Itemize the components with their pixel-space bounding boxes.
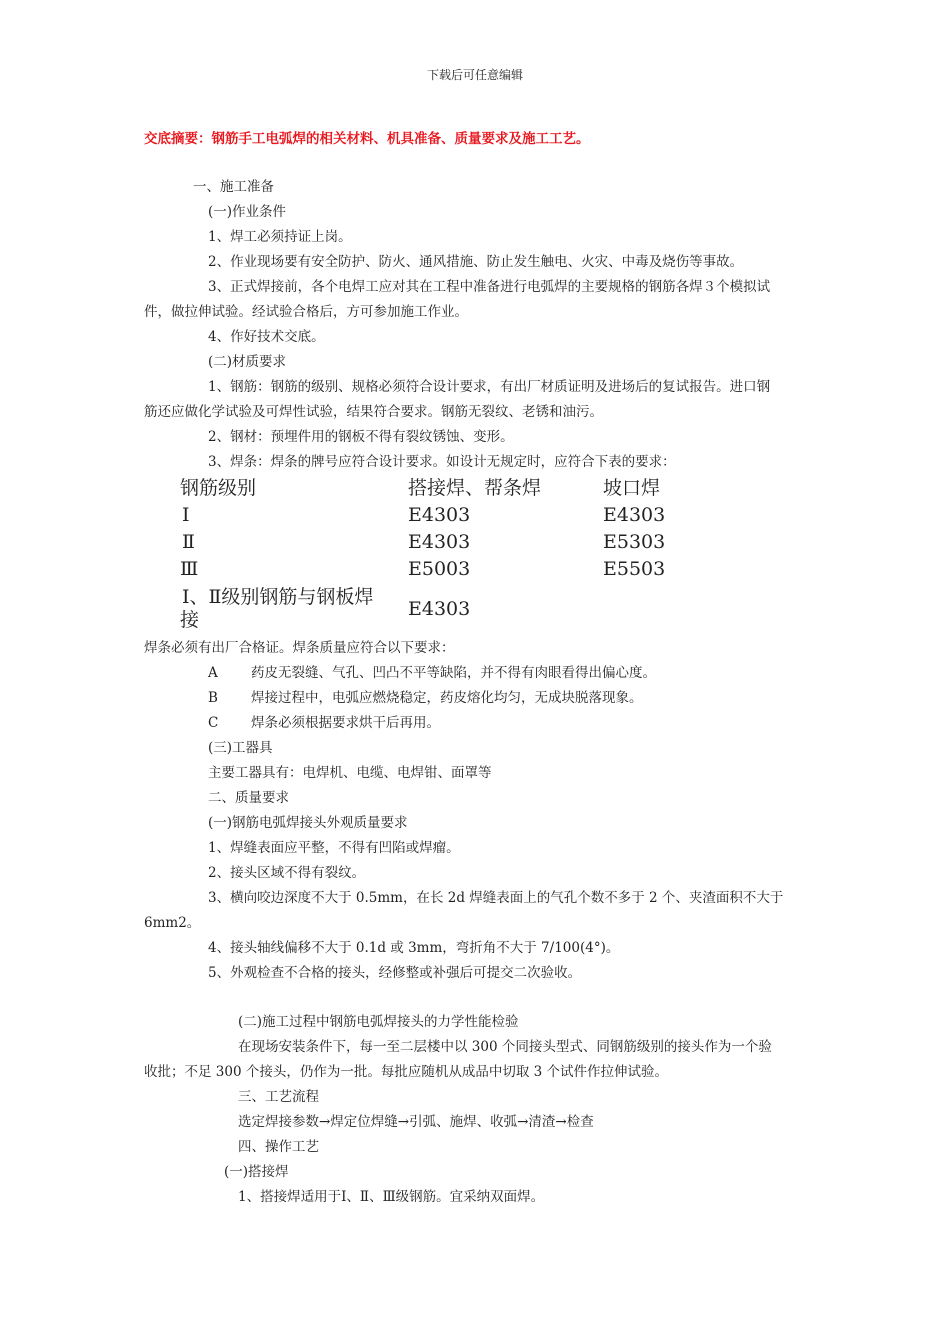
paragraph: 收批；不足 300 个接头，仍作为一批。每批应随机从成品中切取 3 个试件作拉伸试验。 <box>144 1064 669 1080</box>
paragraph: 2、作业现场要有安全防护、防火、通风措施、防止发生触电、火灾、中毒及烧伤等事故。 <box>208 254 744 270</box>
table-cell: Ⅰ、Ⅱ级别钢筋与钢板焊 <box>182 586 374 608</box>
table-cell: E4303 <box>408 531 471 553</box>
paragraph: 3、横向咬边深度不大于 0.5mm，在长 2d 焊缝表面上的气孔个数不多于 2 个、夹渣面积不大于 <box>208 890 784 906</box>
section-title-1: 一、施工准备 <box>193 179 274 195</box>
section-title-4: 四、操作工艺 <box>238 1139 319 1155</box>
paragraph: 筋还应做化学试验及可焊性试验，结果符合要求。钢筋无裂纹、老锈和油污。 <box>144 404 603 420</box>
paragraph: 2、钢材：预埋件用的钢板不得有裂纹锈蚀、变形。 <box>208 429 514 445</box>
subsection-title-4-1: (一)搭接焊 <box>224 1164 289 1180</box>
list-item: 药皮无裂缝、气孔、凹凸不平等缺陷，并不得有肉眼看得出偏心度。 <box>251 665 656 681</box>
paragraph: 4、作好技术交底。 <box>208 329 325 345</box>
section-title-3: 三、工艺流程 <box>238 1089 319 1105</box>
paragraph: 3、焊条：焊条的牌号应符合设计要求。如设计无规定时，应符合下表的要求： <box>208 454 676 470</box>
table-header-cell: 钢筋级别 <box>180 477 257 499</box>
table-cell: E5503 <box>603 558 666 580</box>
paragraph: 焊条必须有出厂合格证。焊条质量应符合以下要求： <box>144 640 455 656</box>
paragraph: 1、焊工必须持证上岗。 <box>208 229 352 245</box>
section-title-2: 二、质量要求 <box>208 790 289 806</box>
table-cell: E4303 <box>408 504 471 526</box>
paragraph: 5、外观检查不合格的接头，经修整或补强后可提交二次验收。 <box>208 965 582 981</box>
paragraph: 2、接头区域不得有裂纹。 <box>208 865 366 881</box>
paragraph: 件，做拉伸试验。经试验合格后，方可参加施工作业。 <box>144 304 468 320</box>
summary: 交底摘要：钢筋手工电弧焊的相关材料、机具准备、质量要求及施工工艺。 <box>144 131 590 147</box>
paragraph: 6mm2。 <box>144 915 201 931</box>
subsection-title-1-2: (二)材质要求 <box>208 354 287 370</box>
paragraph: 1、焊缝表面应平整，不得有凹陷或焊瘤。 <box>208 840 460 856</box>
table-cell: E5303 <box>603 531 666 553</box>
paragraph: 4、接头轴线偏移不大于 0.1d 或 3mm，弯折角不大于 7/100(4°)。 <box>208 940 620 956</box>
paragraph: 1、搭接焊适用于Ⅰ、Ⅱ、Ⅲ级钢筋。宜采纳双面焊。 <box>238 1189 545 1205</box>
table-cell: Ⅰ <box>182 504 190 526</box>
table-cell: Ⅱ <box>182 531 195 553</box>
table-cell: 接 <box>180 609 200 631</box>
list-item: 焊条必须根据要求烘干后再用。 <box>251 715 440 731</box>
list-marker: C <box>208 715 219 731</box>
paragraph: 主要工器具有：电焊机、电缆、电焊钳、面罩等 <box>208 765 492 781</box>
paragraph: 3、正式焊接前，各个电焊工应对其在工程中准备进行电弧焊的主要规格的钢筋各焊３个模拟试 <box>208 279 771 295</box>
list-item: 焊接过程中，电弧应燃烧稳定，药皮熔化均匀，无成块脱落现象。 <box>251 690 643 706</box>
subsection-title-2-2: (二)施工过程中钢筋电弧焊接头的力学性能检验 <box>238 1014 519 1030</box>
subsection-title-1-3: (三)工器具 <box>208 740 273 756</box>
list-marker: A <box>208 665 218 681</box>
table-cell: E4303 <box>603 504 666 526</box>
paragraph: 选定焊接参数→焊定位焊缝→引弧、施焊、收弧→清渣→检查 <box>238 1114 594 1130</box>
table-header-cell: 坡口焊 <box>603 477 661 499</box>
table-cell: E4303 <box>408 598 471 620</box>
table-header-cell: 搭接焊、帮条焊 <box>408 477 542 499</box>
paragraph: 在现场安装条件下，每一至二层楼中以 300 个同接头型式、同钢筋级别的接头作为一个验 <box>238 1039 772 1055</box>
table-cell: Ⅲ <box>180 558 199 580</box>
subsection-title-2-1: (一)钢筋电弧焊接头外观质量要求 <box>208 815 408 831</box>
paragraph: 1、钢筋：钢筋的级别、规格必须符合设计要求，有出厂材质证明及进场后的复试报告。进口钢 <box>208 379 771 395</box>
table-cell: E5003 <box>408 558 471 580</box>
list-marker: B <box>208 690 218 706</box>
page-header: 下载后可任意编辑 <box>426 68 523 82</box>
subsection-title-1-1: (一)作业条件 <box>208 204 287 220</box>
